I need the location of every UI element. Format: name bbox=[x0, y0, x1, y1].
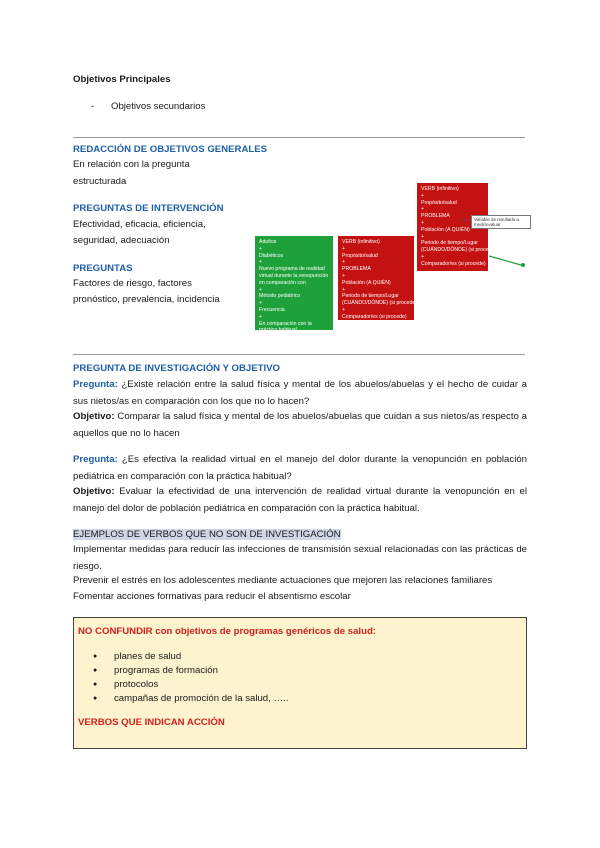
diagram-red-top-line: + bbox=[421, 192, 425, 199]
objective-1-text: Comparar la salud física y mental de los abuelos/abuelas que cuidan a sus nietos/as respecto a aquellos que no lo hacen bbox=[73, 411, 527, 439]
example-line-1: Implementar medidas para reducir las infecciones de transmisión sexual relacionadas con las prácticas de riesgo. bbox=[73, 544, 527, 572]
investigation-title: PREGUNTA DE INVESTIGACIÓN Y OBJETIVO bbox=[73, 363, 281, 374]
diagram-red-top-line: + bbox=[421, 206, 425, 213]
objective-label: Objetivo: bbox=[73, 486, 115, 497]
diagram-green-line: + bbox=[259, 259, 263, 266]
diagram-red-top-line: (CUÁNDO/DÓNDE) (si procede) bbox=[421, 247, 496, 254]
secondary-objectives-text: Objetivos secundarios bbox=[111, 101, 206, 112]
diagram-green-line: + bbox=[259, 245, 263, 252]
objective-2-text: Evaluar la efectividad de una intervención de realidad virtual durante la venopunción en el manejo del dolor de población pediátrica en comparación con la práctica habitual. bbox=[73, 486, 528, 514]
divider bbox=[73, 137, 525, 138]
intervention-questions-title: PREGUNTAS DE INTERVENCIÓN bbox=[73, 203, 224, 214]
diagram-red-mid-line: (CUÁNDO/DÓNDE) (si procede) bbox=[342, 300, 417, 307]
diagram-red-mid-line: VERB (infinitivo) bbox=[342, 239, 380, 245]
diagram-red-top-line: + bbox=[421, 233, 425, 240]
green-arrow-dot bbox=[521, 263, 525, 267]
diagram-red-mid-line: + bbox=[342, 286, 346, 293]
diagram-red-mid-line: + bbox=[342, 245, 346, 252]
action-verbs-title: VERBOS QUE INDICAN ACCIÓN bbox=[78, 717, 225, 728]
notice-bullet: ● programas de formación bbox=[96, 664, 218, 678]
example-line-2: Prevenir el estrés en los adolescentes mediante actuaciones que mejoren las relaciones familiares bbox=[73, 575, 493, 586]
diagram-green-line: Nuevo programa de realidad bbox=[259, 266, 325, 273]
intervention-text-line2: seguridad, adecuación bbox=[73, 235, 170, 246]
main-objectives-heading: Objetivos Principales bbox=[73, 74, 171, 85]
green-arrow-line bbox=[489, 256, 521, 265]
questions-title: PREGUNTAS bbox=[73, 263, 133, 274]
diagram-red-mid-line: PROBLEMA bbox=[342, 266, 371, 273]
diagram-green-line: + bbox=[259, 313, 263, 320]
diagram-green-line: virtual durante la venopunción bbox=[259, 272, 329, 279]
diagram-red-box-middle bbox=[338, 236, 417, 320]
diagram-green-line: + bbox=[259, 286, 263, 293]
diagram-green-line: + bbox=[259, 300, 263, 307]
diagram-red-top-line: VERB (infinitivo) bbox=[421, 186, 459, 192]
diagram-connectors bbox=[455, 212, 535, 272]
general-text-line2: estructurada bbox=[73, 176, 127, 187]
diagram-green-line: Adultos bbox=[259, 239, 277, 245]
questions-text-line2: pronóstico, prevalencia, incidencia bbox=[73, 294, 220, 305]
diagram-red-mid-line: + bbox=[342, 259, 346, 266]
diagram-callout: Variable de resultado a medir/evaluar bbox=[471, 215, 531, 229]
diagram-red-mid-line: Comparador/es (si procede) bbox=[342, 313, 407, 320]
question-label: Pregunta: bbox=[73, 379, 118, 390]
diagram-red-top-line: Periodo de tiempo/Lugar bbox=[421, 240, 478, 247]
diagram-red-top-line: + bbox=[421, 253, 425, 260]
dash-bullet: - bbox=[91, 101, 95, 112]
divider bbox=[73, 354, 525, 355]
diagram-red-top-line: Propósito/salud bbox=[421, 199, 457, 206]
diagram-red-top-line: PROBLEMA bbox=[421, 213, 450, 220]
general-text-line1: En relación con la pregunta bbox=[73, 159, 190, 170]
intervention-text-line1: Efectividad, eficacia, eficiencia, bbox=[73, 219, 206, 230]
question-2 bbox=[73, 452, 527, 485]
diagram-green-box bbox=[255, 236, 333, 334]
diagram-green-line: Método pediátrico bbox=[259, 293, 301, 300]
question-1-text: ¿Existe relación entre la salud física y mental de los abuelos/abuelas y el hecho de cuidar a sus nietos/as en comparación con los que no lo hacen? bbox=[73, 379, 527, 407]
notice-bullet: ● campañas de promoción de la salud, ….. bbox=[96, 692, 288, 706]
objective-label: Objetivo: bbox=[73, 411, 115, 422]
notice-title: NO CONFUNDIR con objetivos de programas genéricos de salud: bbox=[78, 626, 377, 637]
diagram-red-top-line: + bbox=[421, 219, 425, 226]
diagram-red-mid-line: + bbox=[342, 306, 346, 313]
diagram-red-mid-line: Propósito/salud bbox=[342, 252, 378, 259]
diagram-red-top-line: Población (A QUIÉN) bbox=[421, 226, 470, 233]
diagram-green-line: Frecuencia bbox=[259, 306, 285, 313]
diagram-green-line: Diabéticos bbox=[259, 252, 284, 259]
general-objectives-title: REDACCIÓN DE OBJETIVOS GENERALES bbox=[73, 144, 268, 155]
objective-2 bbox=[73, 484, 527, 517]
question-1 bbox=[73, 377, 527, 410]
examples-title: EJEMPLOS DE VERBOS QUE NO SON DE INVESTIGACIÓN bbox=[73, 529, 341, 540]
diagram-red-top-line: Comparador/es (si procede) bbox=[421, 260, 486, 267]
diagram-red-mid-line: Periodo de tiempo/Lugar bbox=[342, 293, 399, 300]
question-2-text: ¿Es efectiva la realidad virtual en el manejo del dolor durante la venopunción en población pediátrica en comparación con la práctica habitual? bbox=[73, 454, 527, 482]
diagram-green-line: práctica habitual bbox=[259, 327, 297, 334]
diagram-green-line: en comparación con bbox=[259, 279, 306, 286]
objective-1 bbox=[73, 409, 527, 442]
question-label: Pregunta: bbox=[73, 454, 118, 465]
example-line-3: Fomentar acciones formativas para reducir el absentismo escolar bbox=[73, 591, 351, 602]
notice-bullet: ● protocolos bbox=[96, 678, 158, 692]
notice-bullet: ● planes de salud bbox=[96, 650, 181, 664]
questions-text-line1: Factores de riesgo, factores bbox=[73, 278, 192, 289]
diagram-red-mid-line: Población (A QUIÉN) bbox=[342, 279, 391, 286]
diagram-red-mid-line: + bbox=[342, 272, 346, 279]
diagram-green-line: En comparación con la bbox=[259, 320, 312, 327]
